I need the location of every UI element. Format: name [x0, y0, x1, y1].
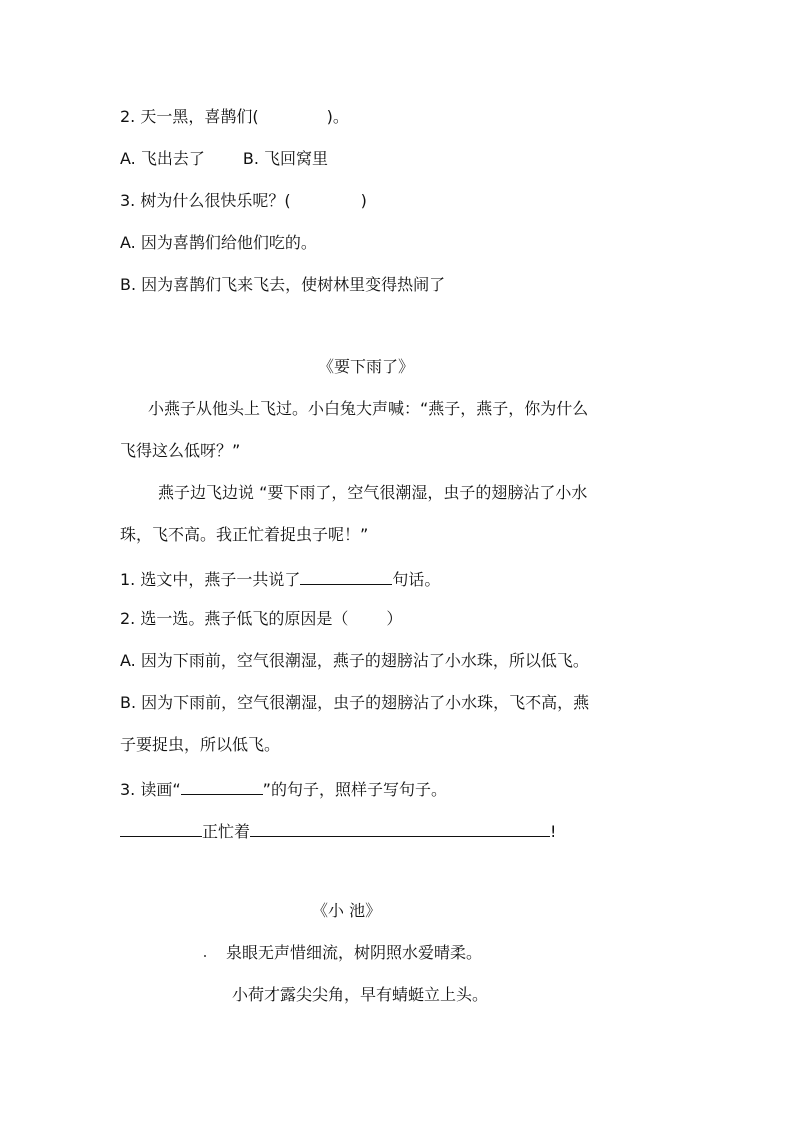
sentence-end-mark: !	[550, 822, 557, 841]
question-1-prefix: 1. 选文中，燕子一共说了	[120, 570, 301, 589]
question-3-suffix: ”的句子，照样子写句子。	[262, 780, 447, 799]
question-2-suffix: ）	[386, 609, 403, 628]
question-3-suffix: )	[360, 191, 367, 210]
reason-option-b-line-1: B. 因为下雨前，空气很潮湿，虫子的翅膀沾了小水珠，飞不高，燕	[120, 693, 590, 712]
question-2-options	[120, 148, 328, 170]
reason-option-a: A. 因为下雨前，空气很潮湿，燕子的翅膀沾了小水珠，所以低飞。	[120, 651, 589, 670]
question-1-suffix: 句话。	[392, 570, 441, 589]
section-title-pond: 《小 池》	[312, 901, 382, 920]
question-1-line	[120, 566, 440, 591]
paragraph-2-line-1: 燕子边飞边说 “要下雨了，空气很潮湿，虫子的翅膀沾了小水	[158, 483, 588, 502]
action-blank[interactable]	[250, 818, 550, 837]
question-2-choose-line	[120, 608, 402, 630]
question-2-suffix: )。	[326, 107, 349, 126]
question-3-underline-line	[120, 776, 447, 801]
reason-option-b-line-2: 子要捉虫，所以低飞。	[120, 735, 281, 754]
question-3-option-b: B. 因为喜鹊们飞来飞去，使树林里变得热闹了	[120, 275, 446, 294]
fill-blank[interactable]	[300, 566, 392, 585]
option-b: B. 飞回窝里	[242, 149, 328, 168]
poem-line-1: 泉眼无声惜细流，树阴照水爱晴柔。	[226, 943, 483, 962]
section-title-rain: 《要下雨了》	[318, 357, 415, 376]
question-2-prefix: 2. 天一黑，喜鹊们(	[120, 107, 259, 126]
question-3-line	[120, 190, 367, 212]
question-3-prefix: 3. 读画“	[120, 780, 181, 799]
stray-dot	[204, 955, 206, 957]
question-3-prefix: 3. 树为什么很快乐呢？(	[120, 191, 291, 210]
sentence-middle-text: 正忙着	[202, 822, 251, 841]
paragraph-1-line-2: 飞得这么低呀？”	[120, 441, 241, 460]
option-a: A. 飞出去了	[120, 149, 205, 168]
fill-blank[interactable]	[181, 776, 263, 795]
question-2-prefix: 2. 选一选。燕子低飞的原因是（	[120, 609, 349, 628]
paragraph-1-line-1: 小燕子从他头上飞过。小白兔大声喊：“燕子，燕子，你为什么	[148, 399, 589, 418]
question-3-option-a: A. 因为喜鹊们给他们吃的。	[120, 233, 317, 252]
question-2-line	[120, 106, 349, 128]
sentence-practice-line	[120, 818, 556, 843]
subject-blank[interactable]	[120, 818, 202, 837]
paragraph-2-line-2: 珠，飞不高。我正忙着捉虫子呢！”	[120, 525, 369, 544]
poem-line-2: 小荷才露尖尖角，早有蜻蜓立上头。	[232, 985, 489, 1004]
